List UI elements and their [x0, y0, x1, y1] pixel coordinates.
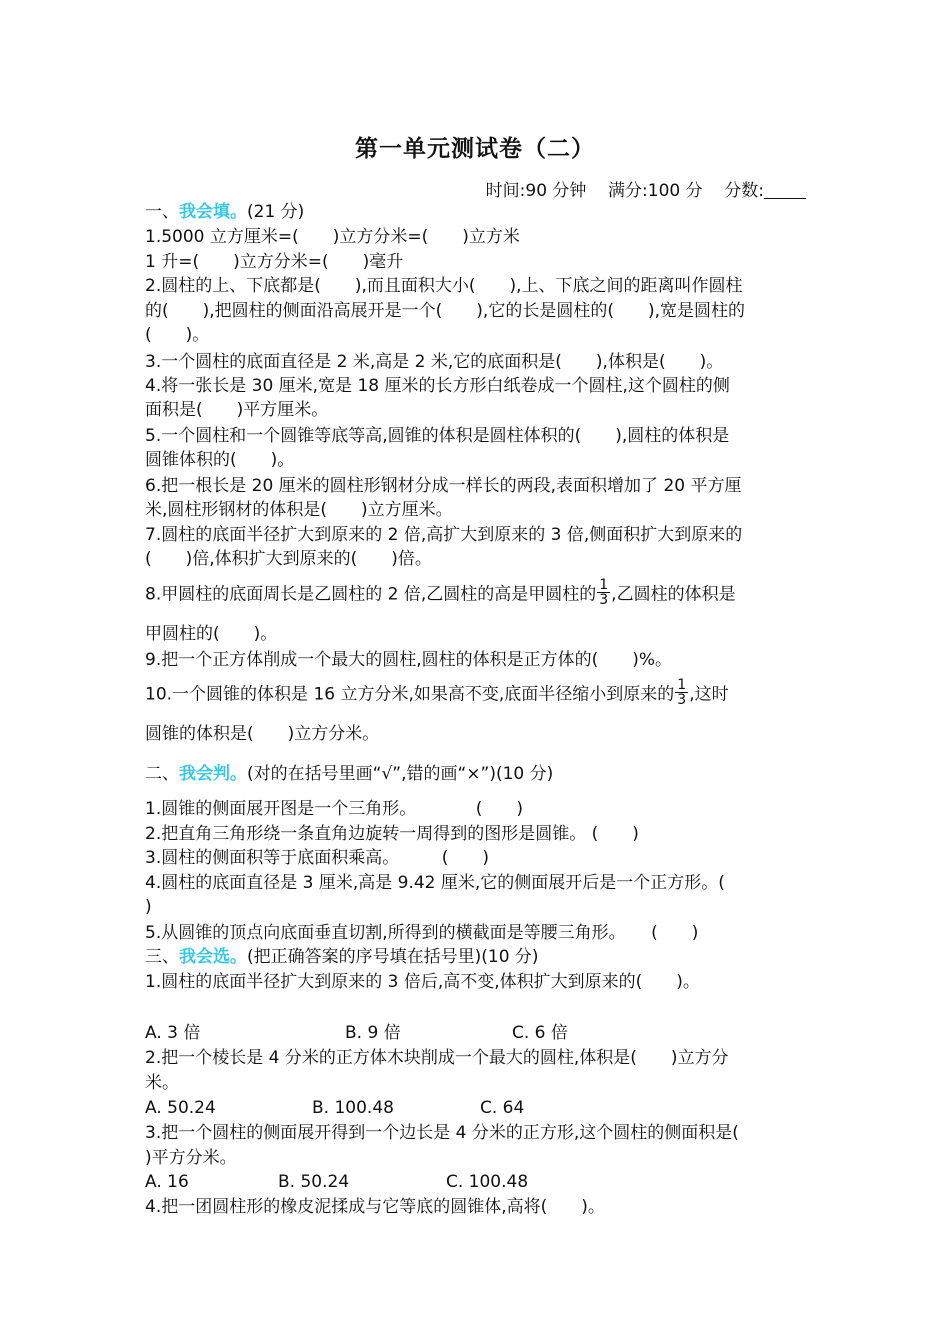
s3-q1-option-c: C. 6 倍 [512, 1023, 568, 1043]
section-1-name: 我会填。 [179, 202, 247, 222]
s1-line-10: 圆锥体积的( )。 [145, 450, 295, 470]
section-2-number: 二、 [145, 764, 179, 784]
section-2-points: (对的在括号里画“√”,错的画“×”)(10 分) [247, 764, 554, 784]
s3-q2-option-b: B. 100.48 [312, 1098, 394, 1118]
s3-q2-option-a: A. 50.24 [145, 1098, 216, 1118]
s3-q3-option-b: B. 50.24 [278, 1172, 350, 1192]
section-3-number: 三、 [145, 947, 179, 967]
s1-line-12: 米,圆柱形钢材的体积是( )立方厘米。 [145, 500, 453, 520]
fraction-one-third [597, 578, 610, 607]
exam-meta [486, 176, 806, 201]
s1-line-19: 圆锥的体积是( )立方分米。 [145, 724, 380, 744]
s1-line-18-start: 10.一个圆锥的体积是 16 立方分米,如果高不变,底面半径缩小到原来的 [145, 684, 675, 705]
score-blank[interactable] [764, 180, 806, 199]
s1-line-7: 4.将一张长是 30 厘米,宽是 18 厘米的长方形白纸卷成一个圆柱,这个圆柱的侧 [145, 376, 730, 396]
s2-line-3: 3.圆柱的侧面积等于底面积乘高。 ( ) [145, 848, 489, 868]
score-label: 分数: [724, 181, 764, 201]
time-limit: 时间:90 分钟 [485, 181, 587, 201]
fraction-denominator: 3 [599, 592, 609, 608]
s3-question-1: 1.圆柱的底面半径扩大到原来的 3 倍后,高不变,体积扩大到原来的( )。 [145, 972, 700, 992]
s1-line-15-start: 8.甲圆柱的底面周长是乙圆柱的 2 倍,乙圆柱的高是甲圆柱的 [145, 584, 597, 605]
page-title: 第一单元测试卷（二） [355, 135, 595, 162]
s3-question-4: 4.把一团圆柱形的橡皮泥揉成与它等底的圆锥体,高将( )。 [145, 1197, 605, 1217]
s2-line-6: 5.从圆锥的顶点向底面垂直切割,所得到的横截面是等腰三角形。 ( ) [145, 923, 699, 943]
s3-question-3-line-2: )平方分米。 [145, 1148, 237, 1168]
fraction-numerator: 1 [677, 677, 687, 693]
section-2-heading [145, 762, 553, 786]
s3-question-3-line-1: 3.把一个圆柱的侧面展开得到一个边长是 4 分米的正方形,这个圆柱的侧面积是( [145, 1123, 739, 1143]
s1-line-15-end: ,乙圆柱的体积是 [611, 584, 736, 605]
s3-question-2-line-1: 2.把一个棱长是 4 分米的正方体木块削成一个最大的圆柱,体积是( )立方分 [145, 1048, 729, 1068]
s1-line-16: 甲圆柱的( )。 [145, 624, 278, 644]
section-1-heading [145, 200, 304, 224]
section-2-name: 我会判。 [179, 764, 247, 784]
s1-line-18-end: ,这时 [689, 684, 729, 705]
s1-line-11: 6.把一根长是 20 厘米的圆柱形钢材分成一样长的两段,表面积增加了 20 平方厘 [145, 476, 742, 496]
s3-q1-option-b: B. 9 倍 [345, 1023, 401, 1043]
s1-line-8: 面积是( )平方厘米。 [145, 400, 329, 420]
s1-line-9: 5.一个圆柱和一个圆锥等底等高,圆锥的体积是圆柱体积的( ),圆柱的体积是 [145, 426, 730, 446]
s1-line-13: 7.圆柱的底面半径扩大到原来的 2 倍,高扩大到原来的 3 倍,侧面积扩大到原来的 [145, 525, 743, 545]
fraction-numerator: 1 [599, 577, 609, 593]
s1-line-3: 2.圆柱的上、下底都是( ),而且面积大小( ),上、下底之间的距离叫作圆柱 [145, 276, 743, 296]
s3-q2-option-c: C. 64 [480, 1098, 525, 1118]
fraction-denominator: 3 [677, 692, 687, 708]
s1-line-15 [145, 577, 736, 609]
section-1-number: 一、 [145, 202, 179, 222]
s1-line-17: 9.把一个正方体削成一个最大的圆柱,圆柱的体积是正方体的( )%。 [145, 650, 673, 670]
s3-question-2-line-2: 米。 [145, 1073, 179, 1093]
s1-line-4: 的( ),把圆柱的侧面沿高展开是一个( ),它的长是圆柱的( ),宽是圆柱的 [145, 301, 746, 321]
section-3-name: 我会选。 [179, 947, 247, 967]
s1-line-2: 1 升=( )立方分米=( )毫升 [145, 252, 404, 272]
s3-q3-option-a: A. 16 [145, 1172, 189, 1192]
section-1-points: (21 分) [247, 202, 305, 222]
s3-q1-option-a: A. 3 倍 [145, 1023, 201, 1043]
s1-line-14: ( )倍,体积扩大到原来的( )倍。 [145, 549, 432, 569]
s2-line-5: ) [145, 897, 152, 917]
full-marks: 满分:100 分 [608, 181, 703, 201]
s1-line-1: 1.5000 立方厘米=( )立方分米=( )立方米 [145, 227, 520, 247]
fraction-one-third [675, 678, 688, 707]
s3-q3-option-c: C. 100.48 [446, 1172, 529, 1192]
s2-line-2: 2.把直角三角形绕一条直角边旋转一周得到的图形是圆锥。 ( ) [145, 824, 639, 844]
s1-line-5: ( )。 [145, 325, 210, 345]
s2-line-4: 4.圆柱的底面直径是 3 厘米,高是 9.42 厘米,它的侧面展开后是一个正方形。( [145, 873, 725, 893]
s1-line-6: 3.一个圆柱的底面直径是 2 米,高是 2 米,它的底面积是( ),体积是( )。 [145, 352, 724, 372]
s1-line-18 [145, 677, 729, 709]
s2-line-1: 1.圆锥的侧面展开图是一个三角形。 ( ) [145, 799, 523, 819]
section-3-points: (把正确答案的序号填在括号里)(10 分) [247, 947, 539, 967]
section-3-heading [145, 945, 539, 969]
